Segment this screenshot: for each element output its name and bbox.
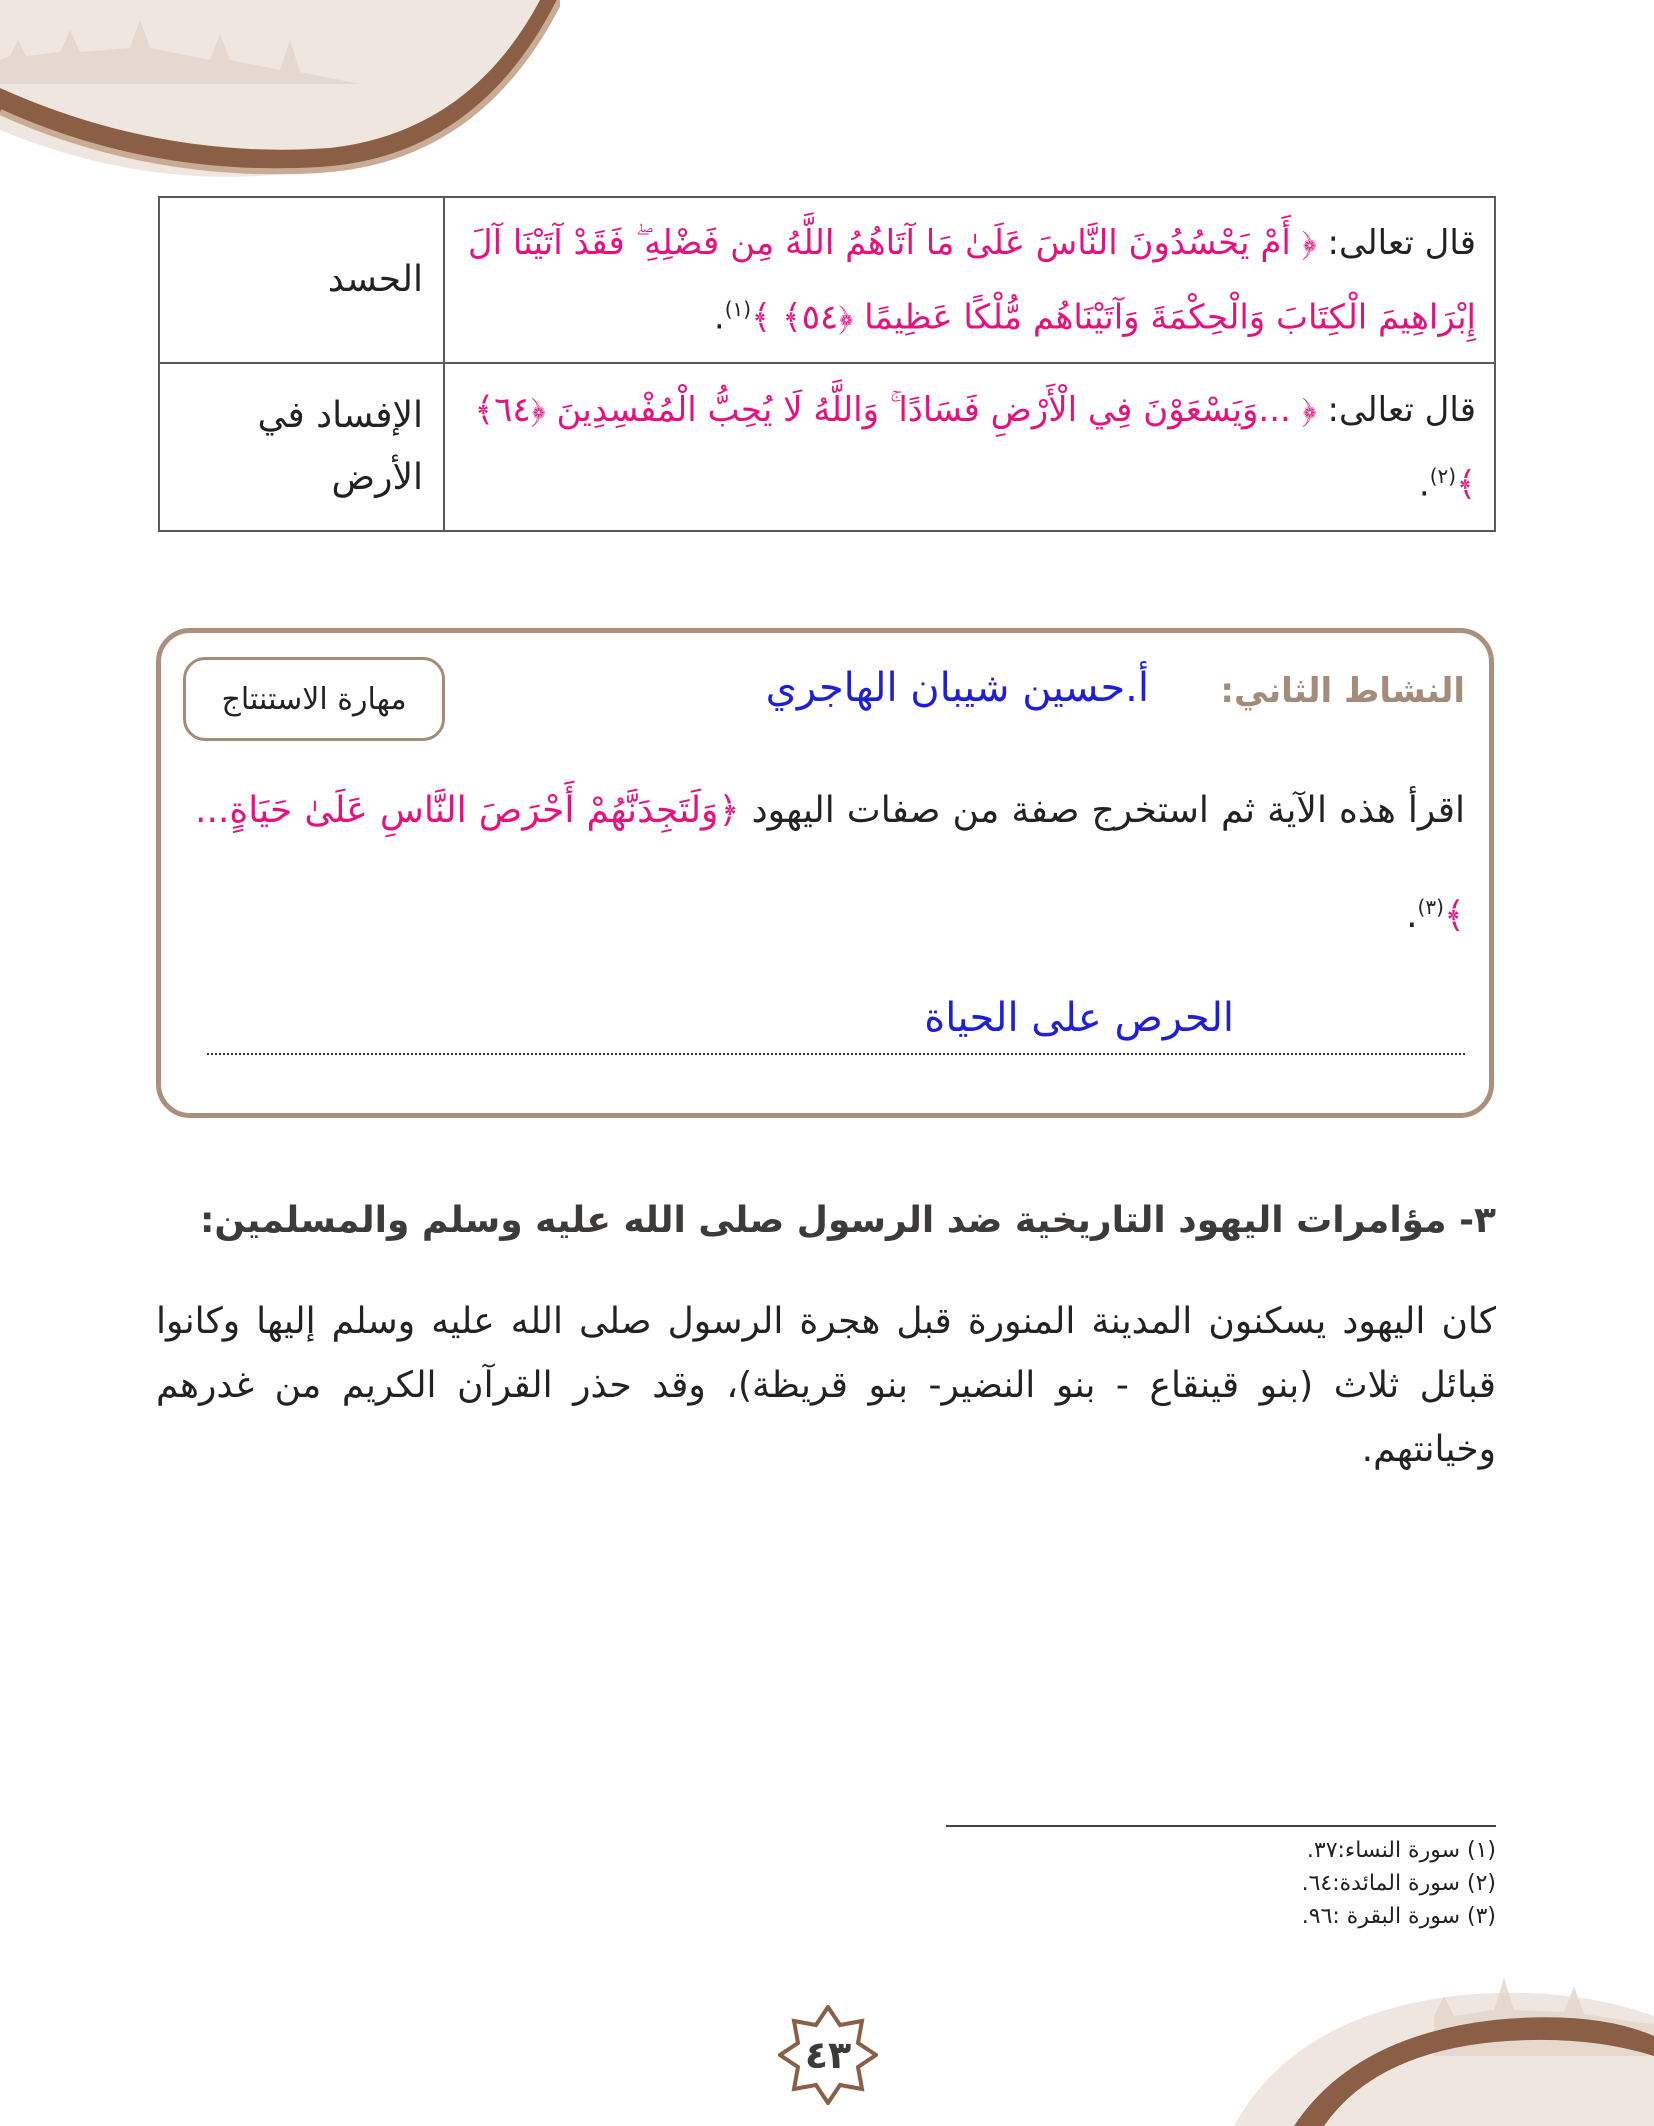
footnote: (١) سورة النساء:٣٧. <box>1306 1838 1496 1863</box>
table-row <box>159 363 1495 531</box>
quran-verse: ﴿وَلَتَجِدَنَّهُمْ أَحْرَصَ النَّاسِ عَلَىٰ حَيَاةٍ... ﴾ <box>195 790 1465 936</box>
quran-verse: ﴿ أَمْ يَحْسُدُونَ النَّاسَ عَلَىٰ مَا آتَاهُمُ اللَّهُ مِن فَضْلِهِ ۖ فَقَدْ آتَيْنَا آلَ إِبْرَاهِيمَ الْكِتَابَ وَالْحِكْمَةَ وَآتَيْنَاهُم مُّلْكًا عَظِيمًا ﴿٥٤﴾ ﴾ <box>467 222 1476 338</box>
teacher-name: أ.حسين شيبان الهاجري <box>765 665 1149 711</box>
answer-line <box>207 1053 1465 1055</box>
footnote: (٣) سورة البقرة :٩٦. <box>1301 1904 1496 1929</box>
verse-end: . <box>713 297 725 338</box>
footnote-ref: (١) <box>724 296 752 321</box>
quran-verse: ﴿ ...وَيَسْعَوْنَ فِي الْأَرْضِ فَسَادًا ۚ وَاللَّهُ لَا يُحِبُّ الْمُفْسِدِينَ ﴿٦٤﴾ ﴾ <box>474 389 1476 505</box>
verse-cell <box>444 363 1495 531</box>
corner-ornament-top <box>0 0 560 190</box>
activity-box <box>156 628 1494 1118</box>
footnote-ref: (٢) <box>1429 463 1457 488</box>
verse-end: . <box>1406 895 1418 936</box>
footnote: (٢) سورة المائدة:٦٤. <box>1301 1871 1496 1896</box>
table-row <box>159 197 1495 363</box>
verse-intro: قال تعالى: <box>1316 222 1476 263</box>
section-heading: ٣- مؤامرات اليهود التاريخية ضد الرسول صلى الله عليه وسلم والمسلمين: <box>200 1200 1496 1241</box>
footnotes <box>1302 1834 1496 1933</box>
instruction-text: اقرأ هذه الآية ثم استخرج صفة من صفات اليهود <box>739 790 1465 831</box>
page-number: ٤٣ <box>804 2033 852 2077</box>
traits-table <box>158 196 1496 532</box>
trait-cell: الإفساد في الأرض <box>159 363 444 531</box>
activity-instruction <box>195 763 1465 964</box>
activity-label: النشاط الثاني: <box>1220 671 1465 711</box>
verse-intro: قال تعالى: <box>1316 389 1476 430</box>
trait-cell: الحسد <box>159 197 444 363</box>
footnote-ref: (٣) <box>1417 895 1444 919</box>
skill-badge: مهارة الاستنتاج <box>183 657 445 741</box>
verse-cell <box>444 197 1495 363</box>
activity-answer: الحرص على الحياة <box>924 995 1234 1041</box>
corner-ornament-bottom <box>1234 1956 1654 2126</box>
section-body: كان اليهود يسكنون المدينة المنورة قبل هجرة الرسول صلى الله عليه وسلم إليها وكانوا قبائل ثلاث (بنو قينقاع - بنو النضير- بنو قريظة)، وقد حذر القرآن الكريم من غدرهم وخيانتهم. <box>156 1301 1496 1470</box>
verse-end: . <box>1418 464 1430 505</box>
footnote-divider <box>946 1825 1496 1827</box>
